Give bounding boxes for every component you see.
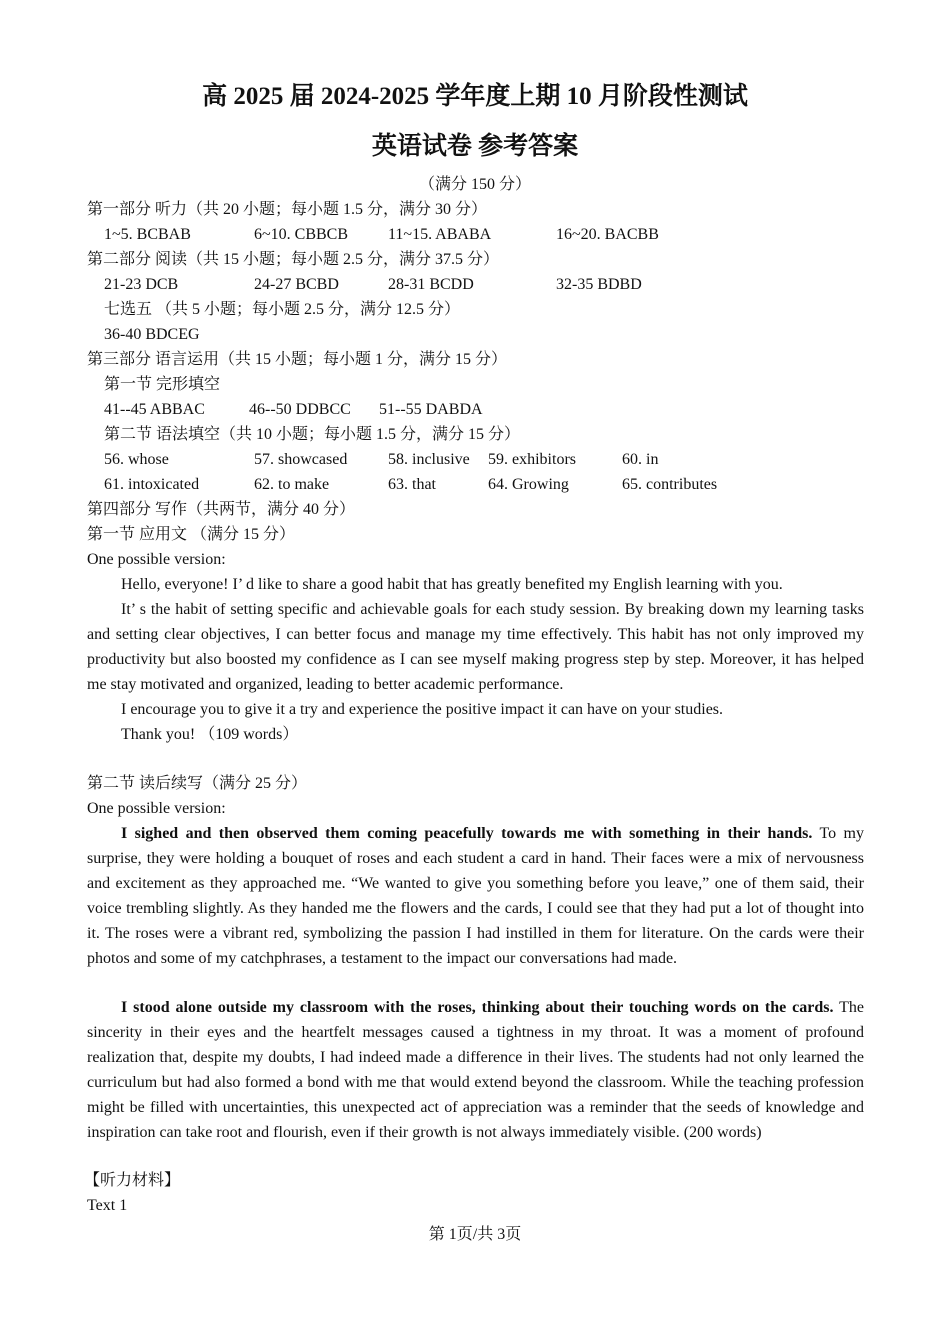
essay-paragraph: It’ s the habit of setting specific and achievable goals for each study session. By breaking down my learning tasks and setting clear objectives, I can better focus and manage my time effectively. This habit has not only improved my productivity but also boosted my confidence as I can see myself making progress step by step. Moreover, it has helped me stay motivated and organized, leading to better academic performance. (87, 601, 864, 693)
part2-answer: 24-27 BCBD (254, 276, 339, 293)
section1-version-label: One possible version: (87, 551, 226, 568)
grammar-answer: 65. contributes (622, 476, 718, 493)
part4-section2-heading: 第二节 读后续写（满分 25 分） (87, 775, 308, 792)
grammar-answer: 64. Growing (488, 476, 569, 493)
part1-answer: 6~10. CBBCB (254, 226, 349, 243)
full-marks: （满分 150 分） (418, 176, 531, 193)
part3-section1-answer: 51--55 DABDA (379, 401, 483, 418)
listening-heading: 【听力材料】 (84, 1172, 181, 1189)
grammar-answer: 57. showcased (254, 451, 348, 468)
continuation-paragraph-2 (87, 995, 864, 1145)
paragraph-lead-sentence: I stood alone outside my classroom with the roses, thinking about their touching words on the cards. (121, 999, 834, 1016)
page-number: 第 1页/共 3页 (428, 1226, 522, 1243)
part3-section1-answer: 41--45 ABBAC (104, 401, 205, 418)
listening-text-label: Text 1 (87, 1197, 128, 1214)
part4-section1-heading: 第一节 应用文 （满分 15 分） (87, 526, 296, 543)
grammar-answer: 56. whose (104, 451, 169, 468)
essay-paragraph: Thank you! （109 words） (121, 726, 299, 743)
paragraph-lead-sentence: I sighed and then observed them coming peacefully towards me with something in their hands. (121, 825, 813, 842)
part1-answer: 16~20. BACBB (556, 226, 659, 243)
paragraph-body: The sincerity in their eyes and the heartfelt messages caused a tightness in my throat. It was a moment of profound realization that, despite my doubts, I had indeed made a difference in their lives. The students had not only learned the curriculum but had also formed a bond with me that would extend beyond the classroom. While the teaching profession might be filled with uncertainties, this unexpected act of appreciation was a reminder that the seeds of knowledge and inspiration can take root and flourish, even if their growth is not always immediately visible. (200 words) (87, 999, 865, 1141)
part3-section2-heading: 第二节 语法填空（共 10 小题；每小题 1.5 分，满分 15 分） (104, 426, 521, 443)
part2-sub-heading: 七选五 （共 5 小题；每小题 2.5 分，满分 12.5 分） (104, 301, 461, 318)
grammar-answer: 61. intoxicated (104, 476, 200, 493)
grammar-answer: 58. inclusive (388, 451, 470, 468)
essay-paragraph: I encourage you to give it a try and experience the positive impact it can have on your studies. (121, 701, 724, 718)
part3-section1-heading: 第一节 完形填空 (104, 376, 221, 393)
part1-heading: 第一部分 听力（共 20 小题；每小题 1.5 分，满分 30 分） (87, 201, 488, 218)
grammar-answer: 59. exhibitors (488, 451, 576, 468)
part2-answer: 28-31 BCDD (388, 276, 474, 293)
part2-answer: 32-35 BDBD (556, 276, 642, 293)
grammar-answer: 63. that (388, 476, 436, 493)
part1-answer: 1~5. BCBAB (104, 226, 191, 243)
answer-key-title: 英语试卷 参考答案 (371, 133, 579, 160)
essay-paragraph: Hello, everyone! I’ d like to share a good habit that has greatly benefited my English learning with you. (121, 576, 783, 593)
grammar-answer: 62. to make (254, 476, 330, 493)
continuation-paragraph-1 (87, 821, 864, 971)
exam-title: 高 2025 届 2024-2025 学年度上期 10 月阶段性测试 (202, 83, 748, 110)
part2-answer: 21-23 DCB (104, 276, 179, 293)
grammar-answer: 60. in (622, 451, 659, 468)
part4-heading: 第四部分 写作（共两节，满分 40 分） (87, 501, 356, 518)
part2-sub-answers: 36-40 BDCEG (104, 326, 200, 343)
part3-heading: 第三部分 语言运用（共 15 小题；每小题 1 分，满分 15 分） (87, 351, 508, 368)
paragraph-body: To my surprise, they were holding a bouquet of roses and each student a card in hand. Their faces were a mix of nervousness and excitement as they approached me. “We wanted to give you something before you leave,” one of them said, their voice trembling slightly. As they handed me the flowers and the cards, I could see that they had put a lot of thought into it. The roses were a vibrant red, symbolizing the passion I had instilled in them for literature. On the cards were their photos and some of my catchphrases, a testament to the impact our conversations had made. (87, 825, 864, 967)
section2-version-label: One possible version: (87, 800, 226, 817)
part1-answer: 11~15. ABABA (388, 226, 492, 243)
part2-heading: 第二部分 阅读（共 15 小题；每小题 2.5 分，满分 37.5 分） (87, 251, 500, 268)
part3-section1-answer: 46--50 DDBCC (249, 401, 351, 418)
